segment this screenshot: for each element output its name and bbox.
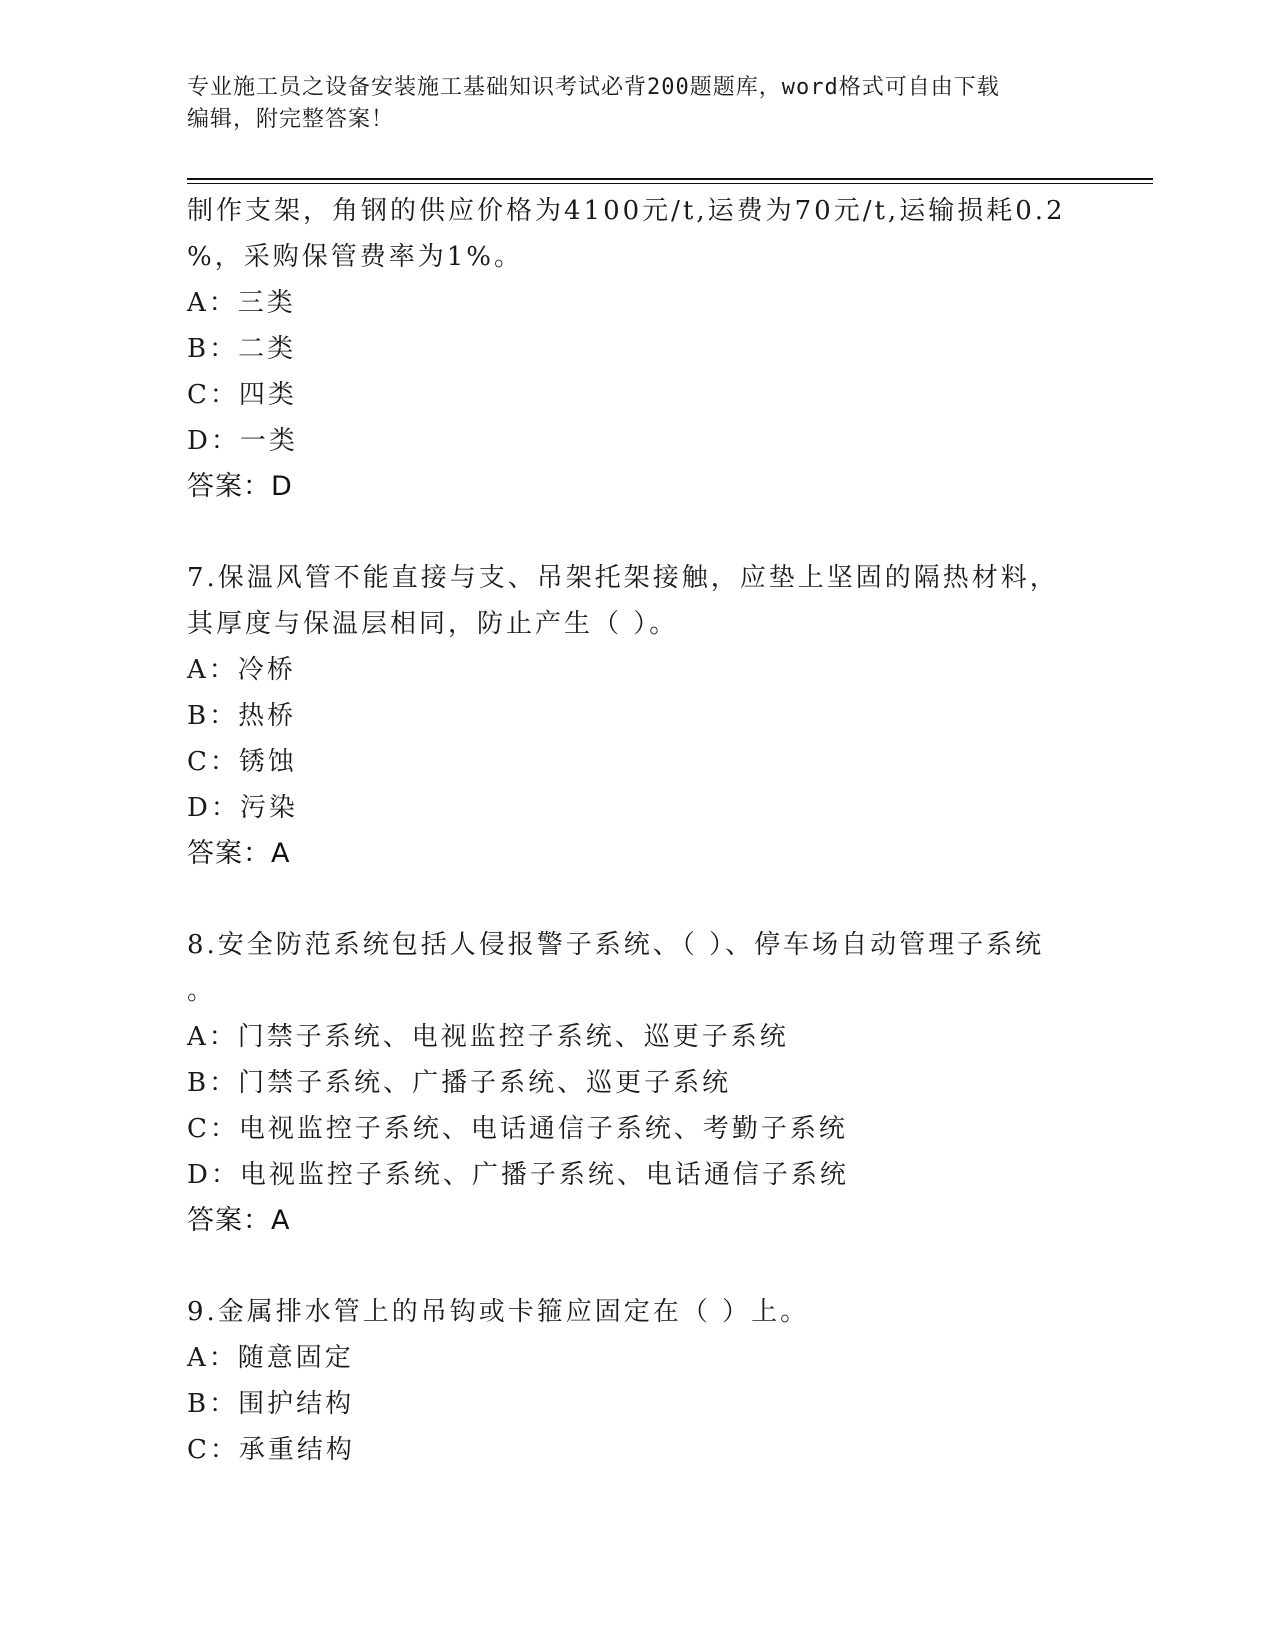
question-text: 。 xyxy=(187,976,217,1006)
header-line: 编辑，附完整答案！ xyxy=(187,107,395,132)
question-7 xyxy=(187,555,1147,877)
question-text: %，采购保管费率为1%。 xyxy=(187,242,523,272)
option-b: B：二类 xyxy=(187,334,297,364)
question-text: 9.金属排水管上的吊钩或卡箍应固定在（ ）上。 xyxy=(187,1297,810,1327)
option-b: B：门禁子系统、广播子系统、巡更子系统 xyxy=(187,1068,732,1098)
question-text: 8.安全防范系统包括人侵报警子系统、（ ）、停车场自动管理子系统 xyxy=(187,930,1045,960)
question-text: 其厚度与保温层相同，防止产生（ ）。 xyxy=(187,609,679,639)
answer-line: 答案：D xyxy=(187,471,293,502)
option-d: D：电视监控子系统、广播子系统、电话通信子系统 xyxy=(187,1160,849,1190)
option-a: A：门禁子系统、电视监控子系统、巡更子系统 xyxy=(187,1022,789,1052)
question-list xyxy=(187,188,1147,1473)
question-continued xyxy=(187,188,1147,510)
header-divider-thin xyxy=(187,183,1153,184)
header-divider-thick xyxy=(187,178,1153,180)
document-header xyxy=(187,72,1087,136)
question-text: 制作支架，角钢的供应价格为4100元/t,运费为70元/t,运输损耗0.2 xyxy=(187,196,1066,226)
answer-line: 答案：A xyxy=(187,1205,291,1236)
option-a: A：三类 xyxy=(187,288,296,318)
option-c: C：锈蚀 xyxy=(187,747,297,777)
option-c: C：四类 xyxy=(187,380,297,410)
answer-line: 答案：A xyxy=(187,838,291,869)
question-8 xyxy=(187,922,1147,1244)
option-b: B：热桥 xyxy=(187,701,297,731)
option-d: D：一类 xyxy=(187,426,298,456)
question-text: 7.保温风管不能直接与支、吊架托架接触，应垫上坚固的隔热材料， xyxy=(187,563,1059,593)
header-line: 专业施工员之设备安装施工基础知识考试必背200题题库，word格式可自由下载 xyxy=(187,75,1000,100)
question-9 xyxy=(187,1289,1147,1473)
option-a: A：冷桥 xyxy=(187,655,296,685)
option-a: A：随意固定 xyxy=(187,1343,354,1373)
option-c: C：承重结构 xyxy=(187,1435,355,1465)
option-b: B：围护结构 xyxy=(187,1389,355,1419)
option-c: C：电视监控子系统、电话通信子系统、考勤子系统 xyxy=(187,1114,848,1144)
option-d: D：污染 xyxy=(187,793,298,823)
